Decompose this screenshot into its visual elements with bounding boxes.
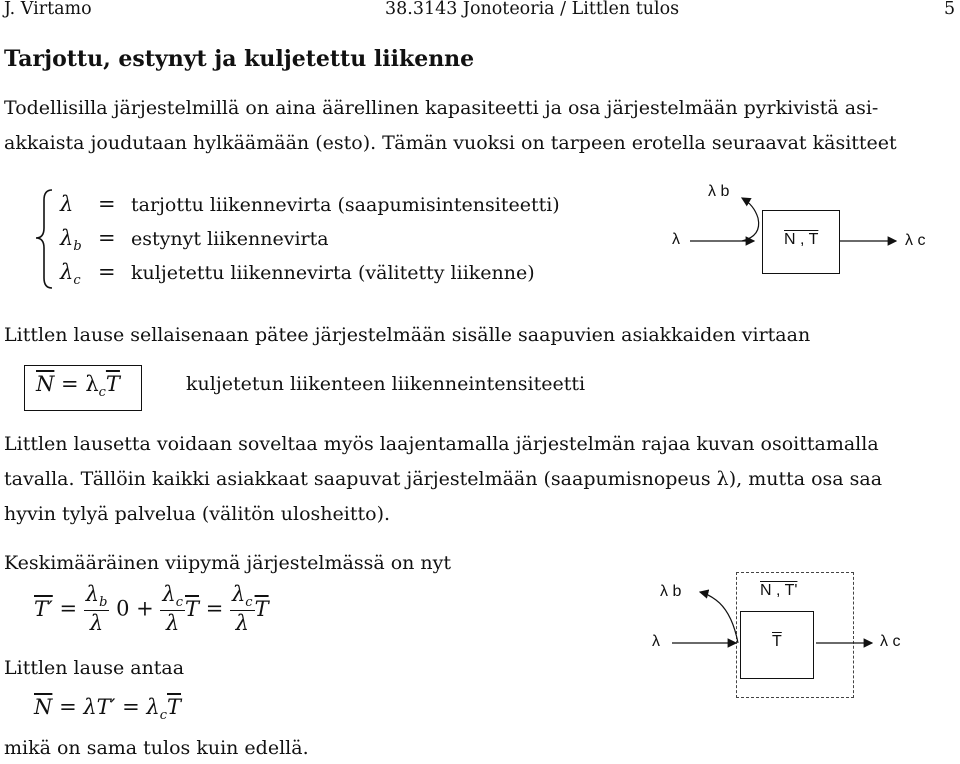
definition-text: estynyt liikennevirta bbox=[131, 228, 329, 250]
definition-symbol: λ bbox=[60, 192, 74, 216]
fraction-carried: $\frac{\lambda_c}{\lambda}$ bbox=[162, 582, 183, 635]
section-title: Tarjottu, estynyt ja kuljetettu liikenne bbox=[4, 46, 475, 72]
diagram1-lambda-out: λ c bbox=[905, 232, 926, 249]
definition-equals: = bbox=[98, 260, 116, 284]
diagram2-outer-label: N , T' bbox=[760, 582, 798, 599]
intro-line-2: akkaista joudutaan hylkäämään (esto). Tämän vuoksi on tarpeen erotella seuraavat käsitteet bbox=[4, 132, 897, 154]
fraction-carried-2: $\frac{\lambda_c}{\lambda}$ bbox=[231, 582, 253, 635]
little-law-text: Littlen lause sellaisenaan pätee järjestelmään sisälle saapuvien asiakkaiden virtaan bbox=[4, 324, 811, 346]
definition-text: tarjottu liikennevirta (saapumisintensiteetti) bbox=[131, 194, 560, 216]
header-author: J. Virtamo bbox=[4, 0, 92, 19]
diagram2-lambda-b: λ b bbox=[660, 583, 682, 600]
header-course: 38.3143 Jonoteoria / Littlen tulos bbox=[385, 0, 680, 19]
formula-customers: $\overline{N} = \lambda T' = \lambda_c\overline{T}$ bbox=[34, 695, 182, 723]
boxed-formula-caption: kuljetetun liikenteen liikenneintensiteetti bbox=[186, 373, 586, 395]
definition-text: kuljetettu liikennevirta (välitetty liikenne) bbox=[131, 262, 535, 284]
conclusion-text: mikä on sama tulos kuin edellä. bbox=[4, 737, 309, 759]
diagram2-inner-label: $\overline{T}$ bbox=[772, 633, 782, 650]
definition-symbol: λ bbox=[60, 260, 74, 284]
definition-symbol: λ bbox=[60, 226, 74, 250]
extended-line-1: Littlen lausetta voidaan soveltaa myös laajentamalla järjestelmän rajaa kuvan osoittamalla bbox=[4, 433, 879, 455]
diagram2-lambda-out: λ c bbox=[880, 633, 901, 650]
boxed-formula: $\overline{N} = \lambda_c\overline{T}$ bbox=[36, 372, 120, 400]
definition-equals: = bbox=[98, 226, 116, 250]
diagram2-blocked-arrow bbox=[700, 592, 738, 643]
mean-delay-text: Keskimääräinen viipymä järjestelmässä on nyt bbox=[4, 552, 452, 574]
extended-line-3: hyvin tylyä palvelua (välitön ulosheitto). bbox=[4, 503, 391, 525]
definition-equals: = bbox=[98, 192, 116, 216]
formula-mean-delay: T′ = $\frac{\lambda_b}{\lambda}$ 0 + $\frac{\lambda_c}{\lambda}$ $\overline{T}$ = $\frac{\lambda_c}{\lambda}$ $\overline{T}$ bbox=[34, 582, 269, 635]
extended-line-2: tavalla. Tällöin kaikki asiakkaat saapuvat järjestelmään (saapumisnopeus λ), mutta osa saa bbox=[4, 468, 883, 490]
diagram1-lambda-in: λ bbox=[672, 231, 680, 248]
definition-row: $\lambda_c$ bbox=[60, 260, 81, 288]
header-page-number: 5 bbox=[944, 0, 956, 19]
intro-line-1: Todellisilla järjestelmillä on aina äärellinen kapasiteetti ja osa järjestelmään pyrkivistä asi- bbox=[4, 97, 879, 119]
diagram1-lambda-b: λ b bbox=[708, 183, 730, 200]
little-gives-text: Littlen lause antaa bbox=[4, 657, 185, 679]
fraction-blocked: $\frac{\lambda_b}{\lambda}$ bbox=[85, 582, 108, 635]
diagram1-box-label: N , T bbox=[784, 231, 819, 248]
definition-row: $\lambda_b$ bbox=[60, 226, 82, 254]
diagram2-lambda-in: λ bbox=[652, 633, 660, 650]
